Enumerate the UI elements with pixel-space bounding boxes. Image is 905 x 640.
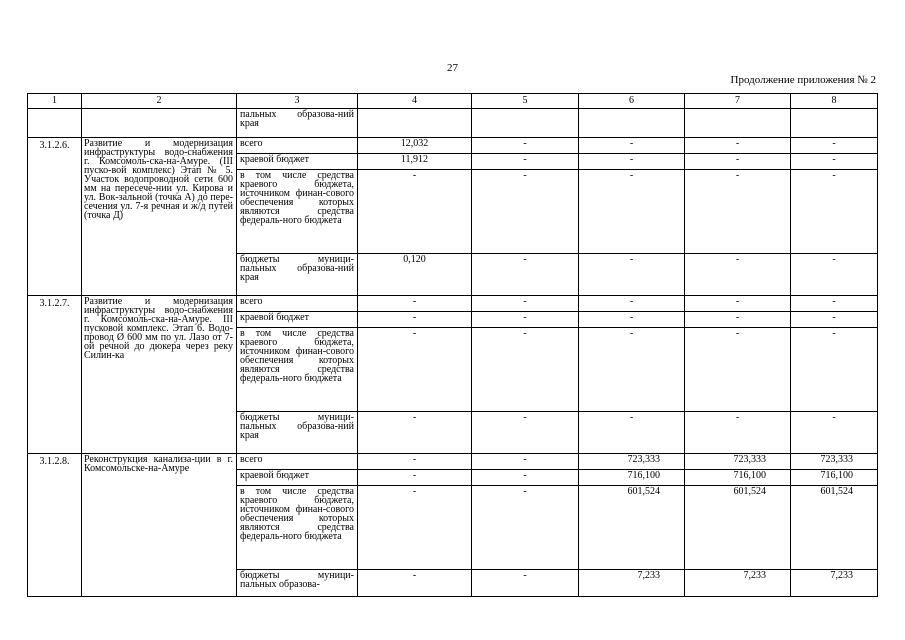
value-cell: - — [472, 170, 579, 254]
value-cell: - — [579, 412, 685, 454]
value-cell: - — [685, 170, 791, 254]
funding-source: краевой бюджет — [237, 312, 358, 328]
value-cell: - — [472, 254, 579, 296]
column-number: 4 — [358, 94, 472, 109]
value-cell: - — [358, 470, 472, 486]
table-row — [28, 138, 878, 154]
value-cell: - — [358, 296, 472, 312]
value-cell — [358, 109, 472, 138]
value-cell: 7,233 — [579, 570, 685, 597]
value-cell: - — [685, 154, 791, 170]
value-cell: 716,100 — [685, 470, 791, 486]
value-cell: - — [472, 570, 579, 597]
value-cell: - — [791, 138, 878, 154]
funding-source: в том числе средства краевого бюджета, источником финан-сового обеспечения которых являются средства федераль-ного бюджета — [237, 170, 358, 254]
funding-source: всего — [237, 138, 358, 154]
value-cell: - — [472, 296, 579, 312]
value-cell: - — [358, 412, 472, 454]
value-cell: - — [579, 138, 685, 154]
value-cell: - — [579, 170, 685, 254]
item-title: Реконструкция канализа-ции в г. Комсомольске-на-Амуре — [82, 454, 237, 597]
value-cell: - — [472, 454, 579, 470]
value-cell: 12,032 — [358, 138, 472, 154]
column-number: 6 — [579, 94, 685, 109]
column-number: 2 — [82, 94, 237, 109]
value-cell: - — [358, 328, 472, 412]
value-cell: 601,524 — [791, 486, 878, 570]
value-cell: 7,233 — [685, 570, 791, 597]
value-cell: - — [358, 454, 472, 470]
value-cell: - — [358, 170, 472, 254]
value-cell: - — [579, 328, 685, 412]
value-cell: - — [358, 570, 472, 597]
value-cell: - — [472, 486, 579, 570]
value-cell — [579, 109, 685, 138]
value-cell: - — [358, 486, 472, 570]
column-number-row — [28, 94, 878, 109]
funding-source: всего — [237, 454, 358, 470]
value-cell: - — [472, 138, 579, 154]
value-cell: - — [791, 412, 878, 454]
value-cell: 716,100 — [791, 470, 878, 486]
value-cell: - — [685, 138, 791, 154]
item-title: Развитие и модернизация инфраструктуры водо-снабжения г. Комсомоль-ска-на-Амуре. III пусковой комплекс. Этап 6. Водо-провод Ø 600 мм по ул. Лазо от 7-ой речной до дюкера через реку Силин-ка — [82, 296, 237, 454]
value-cell: - — [472, 328, 579, 412]
column-number: 3 — [237, 94, 358, 109]
value-cell: 723,333 — [791, 454, 878, 470]
value-cell: - — [791, 170, 878, 254]
item-title: Развитие и модернизация инфраструктуры водо-снабжения г. Комсомоль-ска-на-Амуре. (III пуско-вой комплекс) Этап № 5. Участок водопроводной сети 600 мм на пересече-нии ул. Кирова и ул. Вок-зальной (точка А) до пере-сечения ул. 7-я речная и ж/д путей (точка Д) — [82, 138, 237, 296]
item-number: 3.1.2.7. — [28, 296, 82, 454]
item-number-cell — [28, 109, 82, 138]
funding-source: бюджеты муници-пальных образова-ний края — [237, 412, 358, 454]
item-title-cell — [82, 109, 237, 138]
value-cell: - — [791, 254, 878, 296]
value-cell: 11,912 — [358, 154, 472, 170]
value-cell: - — [685, 412, 791, 454]
funding-source: в том числе средства краевого бюджета, источником финан-сового обеспечения которых являются средства федераль-ного бюджета — [237, 486, 358, 570]
funding-source: всего — [237, 296, 358, 312]
value-cell — [791, 109, 878, 138]
column-number: 1 — [28, 94, 82, 109]
value-cell: - — [472, 154, 579, 170]
item-number: 3.1.2.8. — [28, 454, 82, 597]
table-row — [28, 109, 878, 138]
value-cell: - — [472, 470, 579, 486]
value-cell — [685, 109, 791, 138]
value-cell — [472, 109, 579, 138]
funding-source: в том числе средства краевого бюджета, источником финан-сового обеспечения которых являются средства федераль-ного бюджета — [237, 328, 358, 412]
column-number: 5 — [472, 94, 579, 109]
funding-source: бюджеты муници-пальных образова-ний края — [237, 254, 358, 296]
value-cell: - — [791, 154, 878, 170]
funding-source: пальных образова-ний края — [237, 109, 358, 138]
table-row — [28, 296, 878, 312]
appendix-note: Продолжение приложения № 2 — [730, 74, 876, 86]
funding-source: краевой бюджет — [237, 154, 358, 170]
value-cell: - — [791, 328, 878, 412]
value-cell: - — [579, 154, 685, 170]
item-number: 3.1.2.6. — [28, 138, 82, 296]
value-cell: - — [685, 312, 791, 328]
value-cell: - — [579, 296, 685, 312]
funding-source: бюджеты муници-пальных образова- — [237, 570, 358, 597]
value-cell: 0,120 — [358, 254, 472, 296]
value-cell: - — [685, 296, 791, 312]
value-cell: - — [685, 254, 791, 296]
budget-table — [27, 93, 878, 597]
value-cell: 601,524 — [579, 486, 685, 570]
value-cell: - — [579, 312, 685, 328]
value-cell: - — [791, 296, 878, 312]
value-cell: - — [472, 412, 579, 454]
funding-source: краевой бюджет — [237, 470, 358, 486]
value-cell: - — [358, 312, 472, 328]
value-cell: 716,100 — [579, 470, 685, 486]
column-number: 7 — [685, 94, 791, 109]
table-row — [28, 454, 878, 470]
value-cell: - — [472, 312, 579, 328]
value-cell: - — [579, 254, 685, 296]
page-number: 27 — [447, 62, 458, 74]
value-cell: 723,333 — [579, 454, 685, 470]
value-cell: - — [791, 312, 878, 328]
column-number: 8 — [791, 94, 878, 109]
value-cell: - — [685, 328, 791, 412]
value-cell: 601,524 — [685, 486, 791, 570]
value-cell: 723,333 — [685, 454, 791, 470]
value-cell: 7,233 — [791, 570, 878, 597]
